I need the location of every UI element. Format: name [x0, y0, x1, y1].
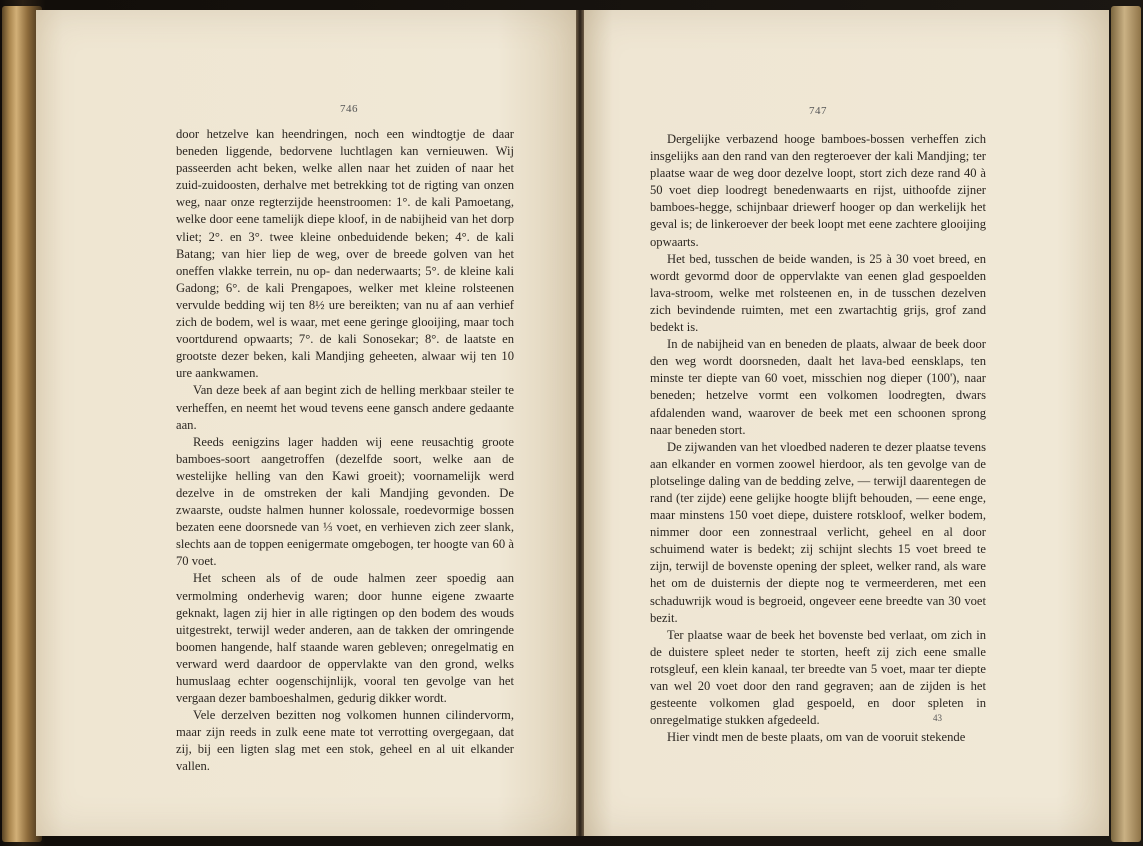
left-page-number: 746: [340, 103, 358, 115]
paragraph: Het bed, tusschen de beide wanden, is 25 à 30 voet breed, en wordt gevormd door de oppervlakte van eenen glad gespoelden lava-stroom, welke met rolsteenen en, in de tusschen dezelven zich bevindende ruimten, met een zwartachtig grijs, grof zand bedekt is.: [650, 251, 986, 335]
paragraph: Van deze beek af aan begint zich de helling merkbaar steiler te verheffen, en neemt het woud tevens eene gansch andere gedaante aan.: [176, 383, 514, 432]
book-gutter: [576, 10, 584, 836]
paragraph: De zijwanden van het vloedbed naderen te dezer plaatse tevens aan elkander en vormen zoowel hierdoor, als ten gevolge van de plotselinge daling van de bedding zelve, — terwijl daarentegen de rand (ter zijde) eene gelijke hoogte blijft behouden, — eene enge, maar minstens 150 voet diepe, duistere rotskloof, welker bodem, nimmer door een zonnestraal verlicht, geheel en al door schuimend water is bedekt; zij schijnt slechts 15 voet breed te zijn, terwijl de bovenste opening der spleet, welker rand, als ware het om de duisternis der diepte nog te vermeerderen, met een schaduwrijk woud is begroeid, ongeveer eene breedte van 30 voet bezit.: [650, 439, 986, 625]
left-page-text: [176, 126, 514, 776]
right-book-cover: [1111, 6, 1141, 842]
paragraph: Vele derzelven bezitten nog volkomen hunnen cilindervorm, maar zijn reeds in zulk eene mate tot verrotting overgegaan, dat zij, bij een ligten slag met een stok, geheel en al uit elkander vallen.: [176, 708, 514, 774]
paragraph: Reeds eenigzins lager hadden wij eene reusachtig groote bamboes-soort aangetroffen (dezelfde soort, welke aan de westelijke helling van den Kawi groeit); voornamelijk werd dezelve in de omstreken der kali Mandjing gevonden. De zwaarste, oudste halmen hunner kolossale, roedevormige bossen bezaten eene doorsnede van ⅓ voet, en verhieven zich zeer slank, slechts aan de toppen eenigermate omgebogen, ter hoogte van 60 à 70 voet.: [176, 434, 514, 569]
right-page-text: [650, 131, 986, 746]
paragraph: door hetzelve kan heendringen, noch een windtogtje de daar beneden liggende, bedorvene luchtlagen kan vernieuwen. Wij passeerden acht beken, welke allen naar het zuiden of naar het zuid-zuidoosten, derhalve met betrekking tot de rigting van onzen weg, naar onze regterzijde heenstroomen: 1°. de kali Pamoetang, welke door eene tamelijk diepe kloof, in de nabijheid van het dorp vliet; 2°. en 3°. twee kleine onbeduidende beken; 4°. de kali Batang; van hier liep de weg, over de breede golven van het oneffen vlakke terrein, nu op- dan nederwaarts; 5°. de kleine kali Gadong; 6°. de kali Prengapoes, welker met kleine rolsteenen vervulde bedding wij ten 8½ ure bereikten; van nu af aan verhief zich de bodem, wel is waar, met eene geringe glooijing, maar toch voortdurend opwaarts; 7°. de kali Sonosekar; 8°. de laatste en grootste dezer beken, kali Mandjing geheeten, alwaar wij ten 10 ure aankwamen.: [176, 127, 514, 381]
paragraph: Hier vindt men de beste plaats, om van de vooruit stekende: [667, 730, 966, 745]
paragraph: Dergelijke verbazend hooge bamboes-bossen verheffen zich insgelijks aan den rand van den regteroever der kali Mandjing; ter plaatse waar de weg door dezelve loopt, stort zich deze rand 40 à 50 voet diep loodregt benedenwaarts en rijst, uithoofde zijner bamboes-hegge, schijnbaar driewerf hooger op dan werkelijk het geval is; de linkeroever der beek loopt met eene zachtere glooijing opwaarts.: [650, 132, 986, 249]
right-page-number: 747: [809, 105, 827, 117]
paragraph: Het scheen als of de oude halmen zeer spoedig aan vermolming onderhevig waren; door hunne eigene zwaarte geknakt, lagen zij hier in alle rigtingen op den bodem des wouds uitgestrekt, terwijl weder anderen, aan de takken der omringende boomen hangende, half staande waren gebleven; onregelmatig en verward werd daardoor de oppervlakte van den grond, welks humuslaag echter oogenschijnlijk, vooral ten gevolge van het vergaan dezer bamboeshalmen, gedurig dikker wordt.: [176, 571, 514, 706]
paragraph: In de nabijheid van en beneden de plaats, alwaar de beek door den weg wordt doorsneden, daalt het lava-bed eensklaps, ten minste ter diepte van 60 voet, misschien nog dieper (100'), naar beneden; hetzelve vormt een volkomen loodregten, dwars afdalenden wand, waarover de beek met een schoonen sprong naar beneden stort.: [650, 337, 986, 437]
folio-mark: 43: [933, 713, 942, 723]
paragraph: Ter plaatse waar de beek het bovenste bed verlaat, om zich in de duistere spleet neder te storten, heeft zij zich eene smalle rotsgleuf, een klein kanaal, ter breedte van 5 voet, maar ter diepte van wel 20 voet door den rand gegraven; aan de zijden is het gesteente volkomen glad gespoeld, en door spleten in onregelmatige stukken afgedeeld.: [650, 627, 986, 728]
